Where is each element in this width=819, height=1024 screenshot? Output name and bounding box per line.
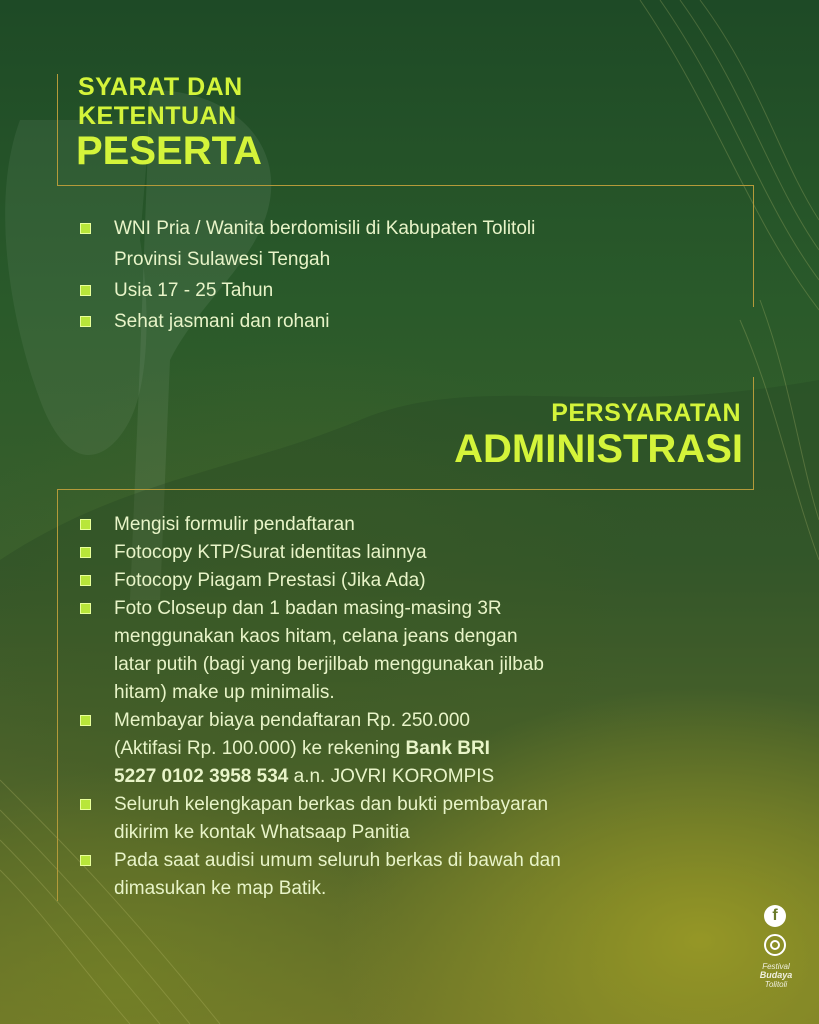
bullet-icon xyxy=(80,855,91,866)
frame-line-top-2 xyxy=(57,489,754,490)
brand-line: Festival xyxy=(762,962,790,971)
section1-title-line1: SYARAT DAN xyxy=(78,73,243,101)
instagram-icon[interactable] xyxy=(764,934,786,956)
list-item-text: Sehat jasmani dan rohani xyxy=(114,311,330,332)
section2-title-line2: ADMINISTRASI xyxy=(454,427,743,471)
bullet-icon xyxy=(80,547,91,558)
list-item-text: menggunakan kaos hitam, celana jeans dengan xyxy=(114,626,518,647)
section2-list xyxy=(80,511,760,903)
list-item xyxy=(80,539,760,567)
list-item-text: Fotocopy KTP/Surat identitas lainnya xyxy=(114,542,427,563)
list-item-text: Mengisi formulir pendaftaran xyxy=(114,514,355,535)
list-item-text: Seluruh kelengkapan berkas dan bukti pembayaran xyxy=(114,794,549,815)
list-item-text-prefix: (Aktifasi Rp. 100.000) ke rekening xyxy=(114,738,406,759)
list-item-text xyxy=(114,763,760,791)
list-item-text: Fotocopy Piagam Prestasi (Jika Ada) xyxy=(114,570,426,591)
list-item-text: Usia 17 - 25 Tahun xyxy=(114,280,274,301)
list-item-text: Pada saat audisi umum seluruh berkas di bawah dan xyxy=(114,850,561,871)
frame-line-top-1 xyxy=(57,185,754,186)
section1-list xyxy=(80,213,740,337)
bullet-icon xyxy=(80,603,91,614)
list-item-text: latar putih (bagi yang berjilbab menggunakan jilbab xyxy=(114,654,544,675)
brand-logo xyxy=(752,962,800,989)
bullet-icon xyxy=(80,285,91,296)
brand-line: Budaya xyxy=(759,970,793,980)
list-item-text: Provinsi Sulawesi Tengah xyxy=(114,249,331,270)
list-item xyxy=(80,791,760,847)
bullet-icon xyxy=(80,715,91,726)
list-item xyxy=(80,595,760,707)
facebook-icon[interactable]: f xyxy=(764,905,786,927)
section1-title-line3: PESERTA xyxy=(76,129,262,173)
list-item-text: dikirim ke kontak Whatsaap Panitia xyxy=(114,822,410,843)
list-item xyxy=(80,567,760,595)
list-item xyxy=(80,306,740,337)
list-item xyxy=(80,847,760,903)
list-item xyxy=(80,707,760,791)
list-item-text: dimasukan ke map Batik. xyxy=(114,878,327,899)
bank-name: Bank BRI xyxy=(405,738,490,759)
section2-title-line1: PERSYARATAN xyxy=(551,399,741,427)
list-item xyxy=(80,275,740,306)
brand-line: Tolitoli xyxy=(764,980,788,989)
frame-line-left-1 xyxy=(57,74,58,185)
list-item-text: WNI Pria / Wanita berdomisili di Kabupaten Tolitoli xyxy=(114,218,536,239)
list-item-text: Foto Closeup dan 1 badan masing-masing 3R xyxy=(114,598,502,619)
account-number: 5227 0102 3958 534 xyxy=(114,766,289,787)
account-holder: a.n. JOVRI KOROMPIS xyxy=(288,766,495,787)
list-item-text xyxy=(114,735,760,763)
bullet-icon xyxy=(80,799,91,810)
list-item xyxy=(80,213,740,275)
bullet-icon xyxy=(80,575,91,586)
list-item-text: Membayar biaya pendaftaran Rp. 250.000 xyxy=(114,710,470,731)
bullet-icon xyxy=(80,316,91,327)
list-item xyxy=(80,511,760,539)
bullet-icon xyxy=(80,223,91,234)
frame-line-left-2 xyxy=(57,489,58,901)
bullet-icon xyxy=(80,519,91,530)
frame-line-right-1 xyxy=(753,185,754,307)
section1-title-line2: KETENTUAN xyxy=(78,102,237,130)
frame-line-right-2 xyxy=(753,377,754,489)
list-item-text: hitam) make up minimalis. xyxy=(114,682,335,703)
